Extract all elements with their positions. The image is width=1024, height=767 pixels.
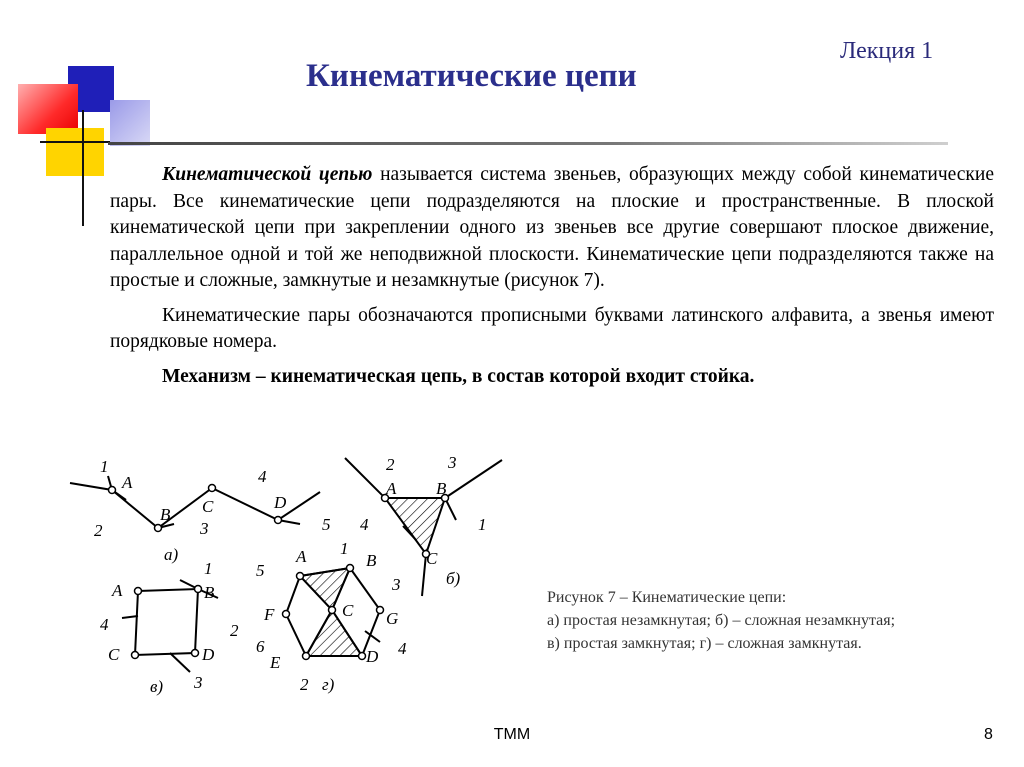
body-text: [110, 162, 994, 398]
lecture-label: Лекция 1: [840, 38, 934, 64]
caption-title: Рисунок 7 – Кинематические цепи:: [547, 589, 787, 606]
joint-a-B: [155, 525, 162, 532]
label-v-link-2: 2: [230, 621, 239, 640]
joint-v-D: [192, 650, 199, 657]
label-g-link-1: 1: [340, 539, 349, 558]
deco-horizontal-line: [40, 141, 110, 143]
paragraph-definition: [110, 162, 994, 295]
label-a-joint-C: C: [202, 497, 214, 516]
joint-v-B: [195, 586, 202, 593]
label-g-link-4: 4: [398, 639, 407, 658]
page-number: 8: [984, 726, 993, 743]
label-v-joint-B: B: [204, 583, 215, 602]
joint-g-F: [283, 611, 290, 618]
deco-blue-light-square: [110, 100, 150, 146]
joint-a-C: [209, 485, 216, 492]
joint-g-C: [329, 607, 336, 614]
term-kinematic-chain: Кинематической цепью: [162, 164, 373, 185]
label-g-joint-C: C: [342, 601, 354, 620]
label-b-link-2: 2: [386, 455, 395, 474]
label-g-link-5: 5: [256, 561, 265, 580]
label-a-link-4: 4: [258, 467, 267, 486]
joint-v-C: [132, 652, 139, 659]
deco-yellow-square: [46, 128, 104, 176]
footer-course: ТММ: [493, 726, 531, 743]
label-g-link-6: 6: [256, 637, 265, 656]
label-g-link-2: 2: [300, 675, 309, 694]
joint-g-A: [297, 573, 304, 580]
diagram-v-joints: [132, 586, 202, 659]
title-underline: [108, 142, 948, 145]
label-v-joint-A: A: [112, 581, 123, 600]
label-b-link-4: 4: [360, 515, 369, 534]
label-b-link-3: 3: [448, 453, 457, 472]
label-g-joint-D: D: [366, 647, 379, 666]
label-g-joint-F: F: [264, 605, 275, 624]
label-b-joint-B: B: [436, 479, 447, 498]
caption-line-3: в) простая замкнутая; г) – сложная замкнутая.: [547, 635, 862, 652]
label-v-joint-D: D: [202, 645, 215, 664]
joint-g-D: [359, 653, 366, 660]
deco-vertical-line: [82, 110, 84, 226]
joint-v-A: [135, 588, 142, 595]
caption-line-2: а) простая незамкнутая; б) – сложная незамкнутая;: [547, 612, 896, 629]
label-diagram-v: в): [150, 677, 164, 696]
label-a-joint-B: B: [160, 505, 171, 524]
paragraph-notation: Кинематические пары обозначаются прописными буквами латинского алфавита, а звенья имеют порядковые номера.: [110, 304, 994, 352]
label-g-link-3: 3: [392, 575, 401, 594]
label-b-label: б): [446, 569, 461, 588]
label-a-link-2: 2: [94, 521, 103, 540]
joint-g-B: [347, 565, 354, 572]
joint-a-A: [109, 487, 116, 494]
label-g-joint-G: G: [386, 609, 399, 628]
label-a-link-1: 1: [100, 457, 109, 476]
joint-g-E: [303, 653, 310, 660]
label-v-joint-C: C: [108, 645, 120, 664]
figure-kinematic-chains: [60, 450, 520, 700]
label-v-link-3: 3: [194, 673, 203, 692]
label-b-joint-C: C: [426, 549, 438, 568]
page-title: Кинематические цепи: [306, 58, 637, 94]
label-b-joint-A: A: [386, 479, 397, 498]
deco-red-square: [18, 84, 78, 134]
joint-a-D: [275, 517, 282, 524]
label-v-link-1: 1: [204, 559, 213, 578]
label-diagram-g: г): [322, 675, 335, 694]
label-v-link-4: 4: [100, 615, 109, 634]
label-g-joint-E: E: [270, 653, 281, 672]
figure-caption: [547, 586, 895, 655]
label-a-joint-D: D: [274, 493, 287, 512]
label-g-joint-A: A: [296, 547, 307, 566]
definition-text: называется система звеньев, образующих между собой кинематические пары. Все кинематические цепи подразделяются на плоские и пространственные. В плоской кинематической цепи при закреплении одного из звеньев все другие совершают плоское движение, параллельное одной и той же неподвижной плоскости. Кинематические цепи подразделяются также на простые и сложные, замкнутые и незамкнутые (рисунок 7).: [110, 164, 994, 291]
paragraph-mechanism: Механизм – кинематическая цепь, в состав которой входит стойка.: [162, 365, 755, 387]
joint-g-G: [377, 607, 384, 614]
label-b-link-1: 1: [478, 515, 487, 534]
label-g-joint-B: B: [366, 551, 377, 570]
label-a-link-3: 3: [200, 519, 209, 538]
label-a-link-5: 5: [322, 515, 331, 534]
diagram-v-labels: [100, 559, 239, 696]
label-diagram-a: а): [164, 545, 179, 564]
label-a-joint-A: A: [122, 473, 133, 492]
